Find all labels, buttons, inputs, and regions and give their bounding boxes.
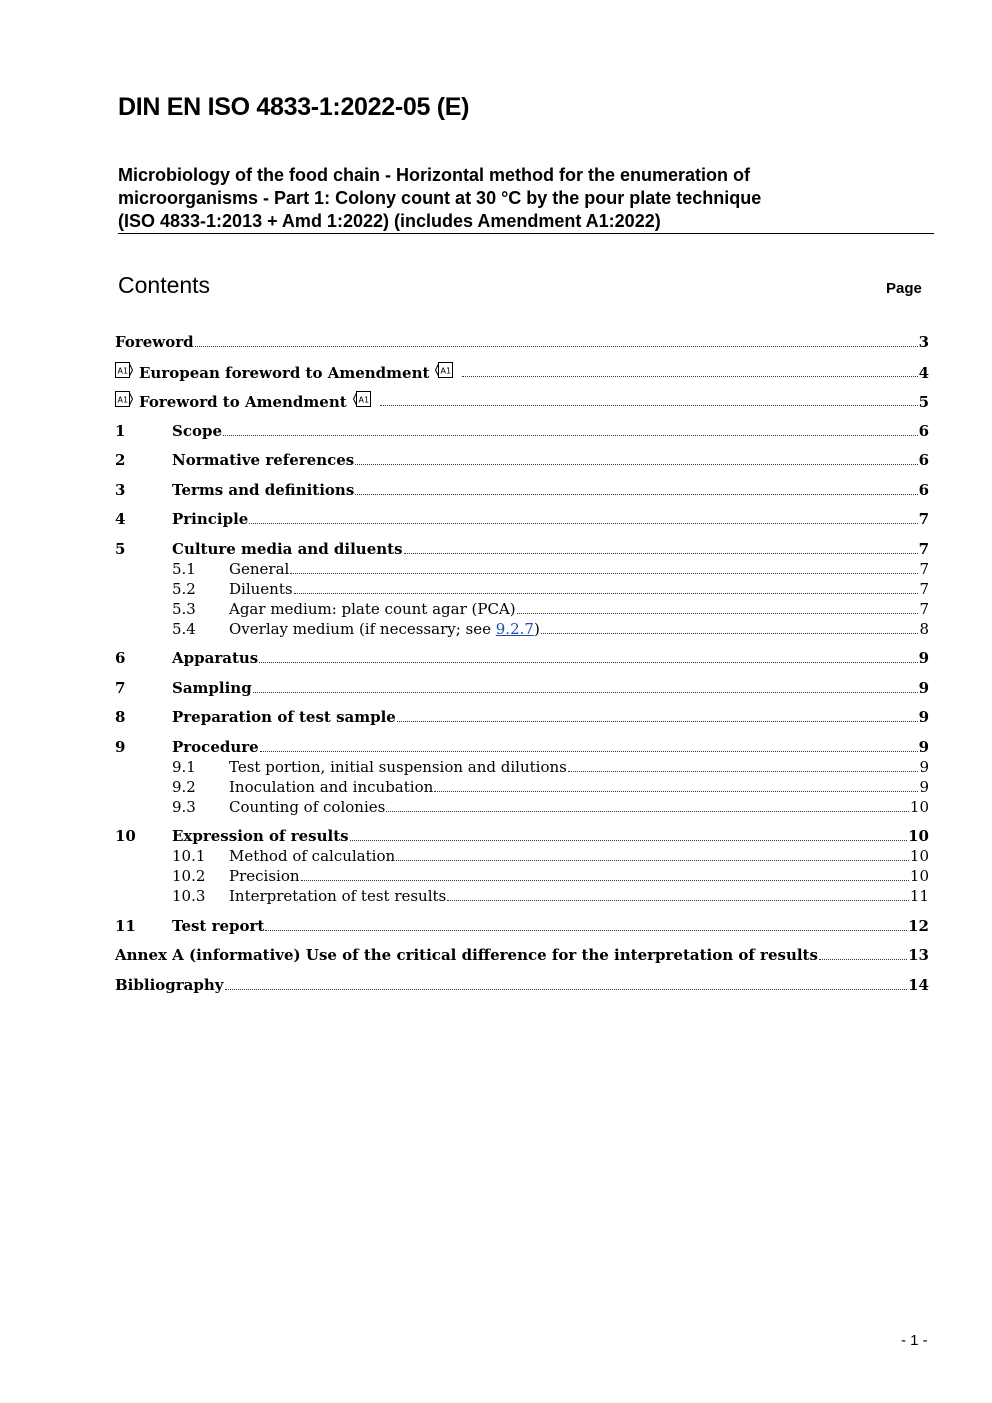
toc-entry-page: 6 [918,451,929,469]
amendment-start-marker-icon [115,362,133,378]
toc-entry-label: Annex A (informative) Use of the critical difference for the interpretation of results [115,946,818,964]
toc-entry-number: 9.3 [172,797,196,816]
toc-entry-label: Apparatus [172,649,259,667]
toc-subentry-agar-medium[interactable] [115,599,929,619]
toc-entry-page: 14 [908,975,929,994]
toc-entry-label: Bibliography [115,975,224,994]
standard-identifier: DIN EN ISO 4833-1:2022-05 (E) [118,93,470,121]
toc-entry-label: Interpretation of test results [229,887,447,905]
toc-entry-preparation-test-sample[interactable] [115,707,929,727]
toc-label-text: ) [533,619,540,638]
amendment-end-marker-icon [435,362,453,378]
toc-label-text: Overlay medium (if necessary; see [229,619,496,638]
toc-entry-number: 9.1 [172,757,196,776]
contents-heading: Contents [118,272,211,298]
toc-entry-page: 7 [918,510,929,528]
toc-entry-label: Counting of colonies [229,797,386,816]
toc-entry-page: 10 [909,797,929,816]
toc-entry-label: Agar medium: plate count agar (PCA) [229,599,516,618]
toc-entry-label: Diluents [229,579,293,598]
title-line: Microbiology of the food chain - Horizontal method for the enumeration of [118,165,750,185]
toc-entry-label: Sampling [172,678,252,697]
toc-entry-number: 9.2 [172,777,196,796]
toc-entry-number: 11 [115,916,136,935]
toc-entry-label: Inoculation and incubation [229,777,434,796]
toc-entry-procedure[interactable] [115,737,929,757]
toc-subentry-counting-colonies[interactable] [115,797,929,817]
toc-entry-page: 12 [908,916,929,935]
toc-entry-page: 9 [918,708,929,726]
toc-entry-label: Normative references [172,451,355,469]
toc-entry-number: 10 [115,827,136,845]
toc-entry-scope[interactable] [115,421,929,441]
dot-leader [380,405,918,406]
dot-leader [568,771,919,772]
dot-leader [397,721,918,722]
dot-leader [294,593,919,594]
toc-entry-page: 9 [919,777,929,796]
dot-leader [396,860,909,861]
dot-leader [462,376,917,377]
toc-subentry-interpretation[interactable] [115,886,929,906]
dot-leader [517,613,919,614]
dot-leader [265,930,907,931]
toc-entry-page: 9 [918,737,929,756]
dot-leader [355,464,917,465]
dot-leader [386,811,909,812]
toc-entry-page: 9 [919,757,929,776]
toc-subentry-method-of-calculation[interactable] [115,846,929,866]
dot-leader [355,494,917,495]
toc-entry-label: Foreword [115,333,194,351]
toc-entry-annex-a[interactable] [115,945,929,965]
amendment-end-marker-icon [353,391,371,407]
dot-leader [225,989,908,990]
toc-subentry-test-portion[interactable] [115,757,929,777]
toc-entry-label: Scope [172,421,223,440]
toc-entry-number: 10.3 [172,887,206,905]
toc-entry-number: 9 [115,737,126,756]
dot-leader [260,751,918,752]
toc-entry-label: Culture media and diluents [172,539,403,558]
dot-leader [223,435,918,436]
toc-entry-number: 8 [115,708,126,726]
dot-leader [350,840,908,841]
toc-entry-label: Principle [172,510,249,528]
toc-entry-label: Test portion, initial suspension and dilutions [229,757,567,776]
toc-entry-page: 7 [919,599,929,618]
toc-entry-terms-and-definitions[interactable] [115,480,929,500]
toc-entry-number: 5.3 [172,599,196,618]
title-line: microorganisms - Part 1: Colony count at 30 °C by the pour plate technique [118,188,762,208]
toc-entry-page: 4 [918,363,929,382]
amendment-start-marker-icon [115,391,133,407]
title-line: (ISO 4833-1:2013 + Amd 1:2022) (includes Amendment A1:2022) [118,211,661,231]
dot-leader [301,880,909,881]
dot-leader [253,692,918,693]
toc-entry-page: 9 [918,649,929,667]
toc-entry-foreword-amendment[interactable] [115,391,929,411]
cross-reference-link[interactable]: 9.2.7 [495,619,534,638]
toc-subentry-general[interactable] [115,559,929,579]
toc-entry-number: 5.4 [172,619,196,638]
toc-entry-number: 5.2 [172,579,196,598]
toc-entry-european-foreword-amendment[interactable] [115,362,929,382]
dot-leader [404,553,918,554]
toc-entry-page: 10 [909,867,929,885]
toc-entry-label: General [229,559,290,578]
toc-entry-page: 7 [918,539,929,558]
dot-leader [195,346,918,347]
toc-entry-page: 13 [908,946,929,964]
toc-entry-page: 3 [918,333,929,351]
toc-entry-number: 6 [115,649,126,667]
toc-entry-normative-references[interactable] [115,450,929,470]
toc-entry-principle[interactable] [115,509,929,529]
toc-entry-number: 5 [115,539,126,558]
dot-leader [249,523,917,524]
toc-entry-label: Expression of results [172,827,349,845]
toc-entry-label [229,619,540,639]
dot-leader [290,573,918,574]
toc-entry-page: 6 [918,421,929,440]
toc-entry-number: 10.1 [172,847,206,865]
toc-entry-page: 6 [918,480,929,499]
toc-entry-expression-of-results[interactable] [115,826,929,846]
toc-entry-sampling[interactable] [115,678,929,698]
toc-entry-page: 9 [918,678,929,697]
svg-text:A1: A1 [117,395,129,405]
toc-entry-culture-media[interactable] [115,539,929,559]
svg-text:A1: A1 [440,366,452,375]
dot-leader [434,791,918,792]
page-column-heading: Page [886,280,922,297]
toc-entry-label: Preparation of test sample [172,708,396,726]
table-of-contents [115,332,929,995]
toc-subentry-inoculation[interactable] [115,777,929,797]
dot-leader [259,662,917,663]
svg-text:A1: A1 [117,366,129,375]
toc-entry-page: 5 [918,393,929,411]
toc-entry-number: 7 [115,678,126,697]
document-title [118,164,933,233]
toc-entry-page: 10 [909,847,929,865]
dot-leader [541,633,919,634]
toc-entry-label: Foreword to Amendment [139,393,347,411]
toc-entry-number: 10.2 [172,867,206,885]
toc-entry-test-report[interactable] [115,916,929,936]
toc-entry-label: Precision [229,867,300,885]
page-number: - 1 - [901,1332,928,1349]
toc-entry-label: Test report [172,916,265,935]
toc-entry-number: 3 [115,480,126,499]
dot-leader [819,959,907,960]
toc-subentry-overlay-medium[interactable] [115,619,929,639]
toc-entry-number: 5.1 [172,559,196,578]
toc-entry-apparatus[interactable] [115,648,929,668]
toc-entry-label: Terms and definitions [172,480,355,499]
toc-entry-page: 8 [919,619,929,638]
toc-entry-page: 7 [919,559,929,578]
toc-subentry-diluents[interactable] [115,579,929,599]
title-divider [118,233,934,234]
toc-entry-foreword[interactable] [115,332,929,352]
toc-subentry-precision[interactable] [115,866,929,886]
toc-entry-number: 2 [115,451,126,469]
dot-leader [447,900,909,901]
toc-entry-label: Procedure [172,737,259,756]
toc-entry-number: 1 [115,421,126,440]
toc-entry-page: 11 [909,887,929,905]
toc-entry-label: European foreword to Amendment [139,363,430,382]
toc-entry-number: 4 [115,510,126,528]
toc-entry-label: Method of calculation [229,847,396,865]
toc-entry-bibliography[interactable] [115,975,929,995]
toc-entry-page: 10 [908,827,929,845]
toc-entry-page: 7 [919,579,929,598]
svg-text:A1: A1 [358,395,369,405]
